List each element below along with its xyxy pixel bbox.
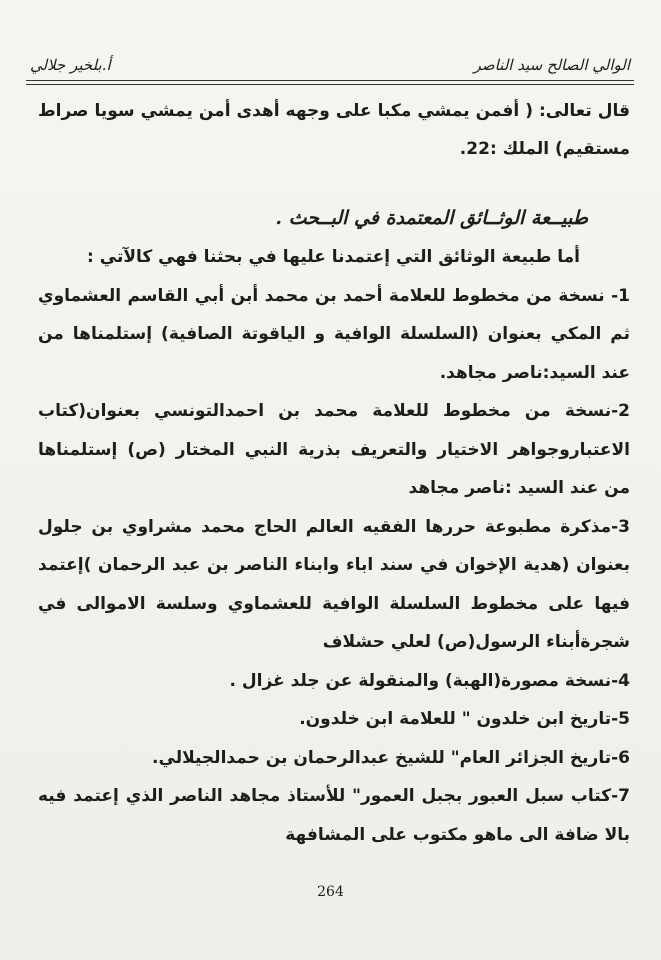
header-rule-thin: [26, 84, 634, 85]
page-number: 264: [317, 884, 344, 900]
list-item: 1- نسخة من مخطوط للعلامة أحمد بن محمد أبن أبي القاسم العشماوي ثم المكي بعنوان (السلسلة الوافية و الياقوتة الصافية) إستلمناها من عند السيد:ناصر مجاهد.: [38, 285, 630, 383]
list-item: 5-تاريخ ابن خلدون " للعلامة ابن خلدون.: [299, 709, 630, 729]
intro-paragraph: أما طبيعة الوثائق التي إعتمدنا عليها في بحثنا فهي كالآتي :: [87, 247, 580, 267]
header-rule: [26, 80, 634, 81]
running-header: [30, 56, 630, 74]
list-item: 2-نسخة من مخطوط للعلامة محمد بن احمدالتونسي بعنوان(كتاب الاعتباروجواهر الاختيار والتعريف بذرية النبي المختار (ص) إستلمناها من عند السيد :ناصر مجاهد: [38, 401, 630, 498]
list-item: 3-مذكرة مطبوعة حررها الفقيه العالم الحاج محمد مشراوي بن جلول بعنوان (هدية الإخوان في سند اباء وابناء الناصر بن عبد الرحمان )إعتمد فيها على مخطوط السلسلة الوافية للعشماوي وسلسة الاموالى في شجرةأبناء الرسول(ص) لعلي حشلاف: [38, 516, 630, 652]
page-body: [38, 92, 630, 854]
list-item: 6-تاريخ الجزائر العام" للشيخ عبدالرحمان بن حمدالجيلالي.: [152, 747, 630, 768]
section-heading: طبيــعة الوثــائق المعتمدة في البــحث .: [275, 207, 588, 229]
list-item: 7-كتاب سبل العبور بجبل العمور" للأستاذ مجاهد الناصر الذي إعتمد فيه بالا ضافة الى ماهو مكتوب على المشافهة: [38, 786, 630, 845]
header-author: أ.بلخير جلالي: [30, 56, 111, 74]
quran-quote: قال تعالى: ( أفمن يمشي مكبا على وجهه أهدى أمن يمشي سويا صراط مستقيم) الملك :22.: [38, 101, 630, 159]
header-title: الوالي الصالح سيد الناصر: [473, 56, 630, 74]
list-item: 4-نسخة مصورة(الهبة) والمنقولة عن جلد غزال .: [229, 670, 630, 691]
